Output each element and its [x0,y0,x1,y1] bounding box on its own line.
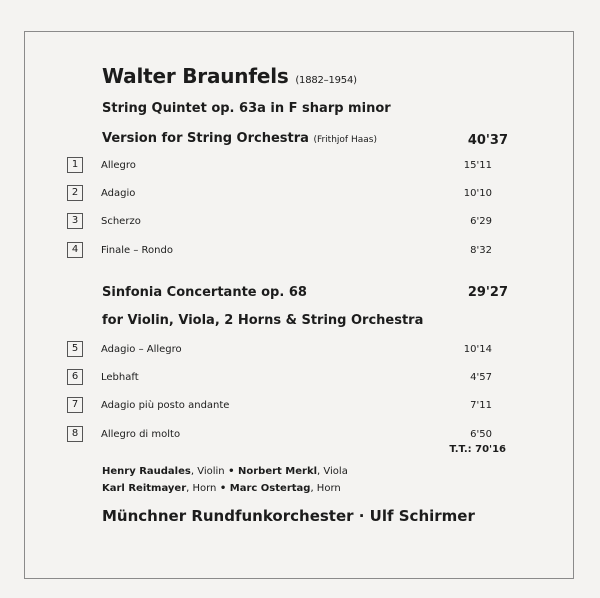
performer-name: Marc Ostertag [229,483,311,494]
work2-subtitle: for Violin, Viola, 2 Horns & String Orchestra [102,313,424,328]
performers-line-1 [102,466,348,477]
work2-total: 29'27 [467,285,508,300]
track-duration: 8'32 [470,245,492,256]
track-duration: 10'14 [463,344,492,355]
track-number: 4 [67,242,83,258]
track-number: 3 [67,213,83,229]
composer-dates: (1882–1954) [295,75,357,86]
track-title: Lebhaft [101,372,139,383]
performer-role: , Violin [190,466,225,477]
track-number: 7 [67,397,83,413]
ensemble-conductor: Münchner Rundfunkorchester · Ulf Schirmer [102,507,475,525]
work1-title: String Quintet op. 63a in F sharp minor [102,101,391,116]
track-title: Scherzo [101,216,141,227]
track-duration: 10'10 [463,188,492,199]
track-number: 5 [67,341,83,357]
separator: • [216,483,230,494]
track-duration: 6'29 [470,216,492,227]
track-duration: 6'50 [470,429,492,440]
track-title: Allegro di molto [101,429,181,440]
performer-name: Norbert Merkl [237,466,318,477]
track-number: 2 [67,185,83,201]
work1-total: 40'37 [467,133,508,148]
performer-role: , Viola [317,466,348,477]
work1-subtitle-line [102,131,377,146]
performer-role: , Horn [186,483,217,494]
track-duration: 15'11 [463,160,492,171]
track-title: Adagio – Allegro [101,344,182,355]
track-number: 1 [67,157,83,173]
track-number: 8 [67,426,83,442]
composer-heading [102,64,357,88]
separator: • [224,466,238,477]
performer-name: Henry Raudales [102,466,191,477]
composer-name: Walter Braunfels [102,64,289,88]
work2-title: Sinfonia Concertante op. 68 [102,285,307,300]
track-title: Allegro [101,160,136,171]
work1-arranger: (Frithjof Haas) [313,135,377,145]
track-title: Adagio [101,188,136,199]
track-title: Adagio più posto andante [101,400,230,411]
track-title: Finale – Rondo [101,245,173,256]
track-number: 6 [67,369,83,385]
work1-subtitle: Version for String Orchestra [102,131,309,146]
total-time: T.T.: 70'16 [449,444,506,455]
track-duration: 4'57 [470,372,492,383]
track-duration: 7'11 [470,400,492,411]
performer-role: , Horn [310,483,341,494]
performer-name: Karl Reitmayer [102,483,187,494]
performers-line-2 [102,483,341,494]
